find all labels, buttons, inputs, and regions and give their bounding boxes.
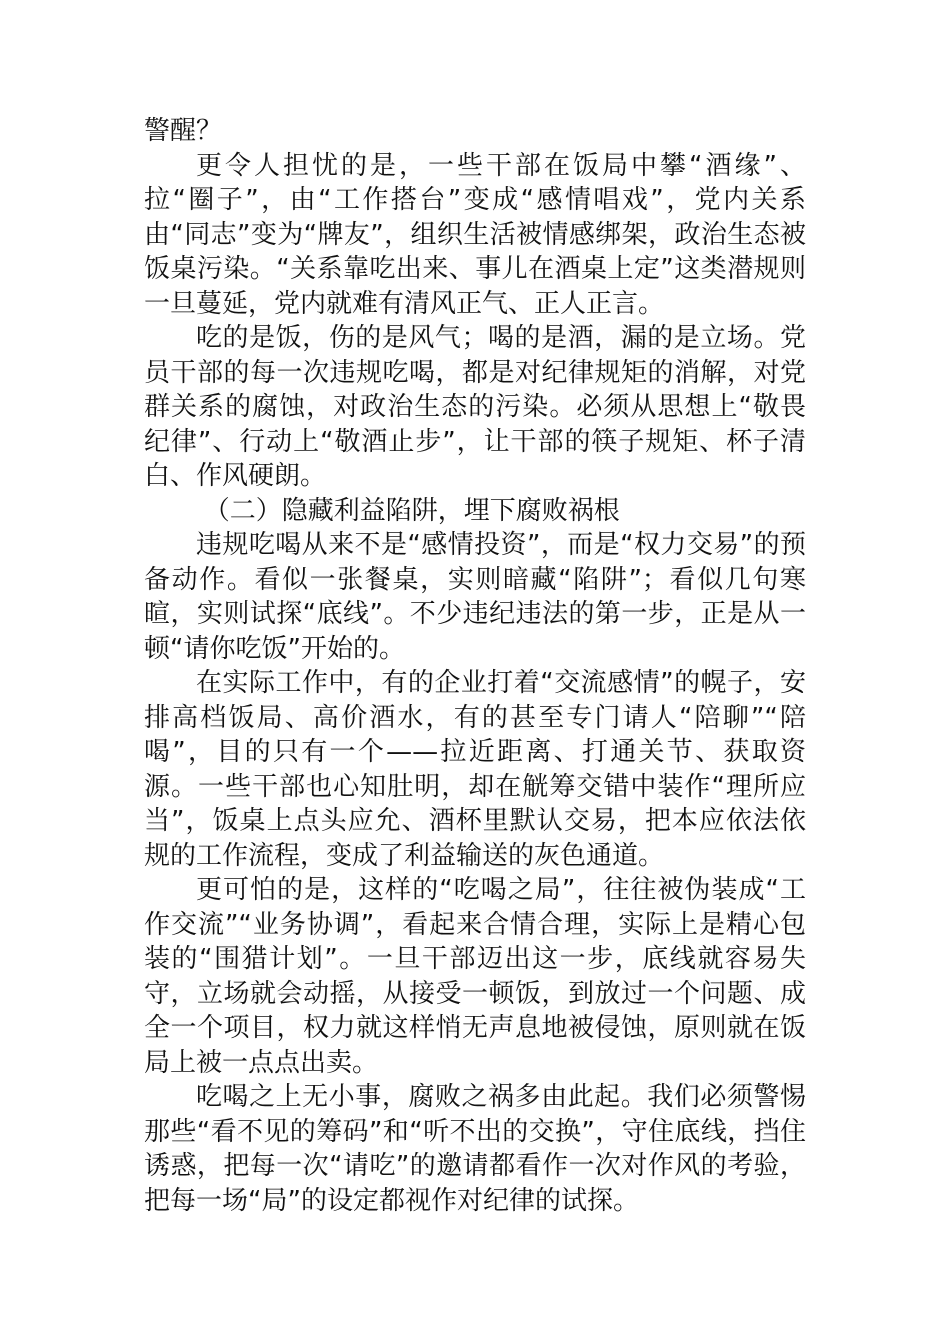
document-page <box>144 114 806 1218</box>
paragraph-practical-work: 在实际工作中，有的企业打着“交流感情”的幌子，安排高档饭局、高价酒水，有的甚至专门请人“陪聊”“陪喝”，目的只有一个——拉近距离、打通关节、获取资源。一些干部也心知肚明，却在觥筹交错中装作“理所应当”，饭桌上点头应允、酒杯里默认交易，把本应依法依规的工作流程，变成了利益输送的灰色通道。 <box>144 668 806 871</box>
paragraph-disguise: 更可怕的是，这样的“吃喝之局”，往往被伪装成“工作交流”“业务协调”，看起来合情合理，实际上是精心包装的“围猎计划”。一旦干部迈出这一步，底线就容易失守，立场就会动摇，从接受一顿饭，到放过一个问题、成全一个项目，权力就这样悄无声息地被侵蚀，原则就在饭局上被一点点出卖。 <box>144 875 806 1078</box>
section-heading: （二）隐藏利益陷阱，埋下腐败祸根 <box>203 495 620 526</box>
paragraph-continuation: 警醒？ <box>144 116 223 146</box>
paragraph-conclusion: 吃喝之上无小事，腐败之祸多由此起。我们必须警惕那些“看不见的筹码”和“听不出的交换”，守住底线，挡住诱惑，把每一次“请吃”的邀请都看作一次对作风的考验，把每一场“局”的设定都视作对纪律的试探。 <box>144 1082 806 1216</box>
paragraph-power-trade: 违规吃喝从来不是“感情投资”，而是“权力交易”的预备动作。看似一张餐桌，实则暗藏“陷阱”；看似几句寒暄，实则试探“底线”。不少违纪违法的第一步，正是从一顿“请你吃饭”开始的。 <box>144 530 806 664</box>
paragraph-eating-drinking: 吃的是饭，伤的是风气；喝的是酒，漏的是立场。党员干部的每一次违规吃喝，都是对纪律规矩的消解，对党群关系的腐蚀，对政治生态的污染。必须从思想上“敬畏纪律”、行动上“敬酒止步”，让干部的筷子规矩、杯子清白、作风硬朗。 <box>144 323 806 491</box>
paragraph-concern: 更令人担忧的是，一些干部在饭局中攀“酒缘”、拉“圈子”，由“工作搭台”变成“感情唱戏”，党内关系由“同志”变为“牌友”，组织生活被情感绑架，政治生态被饭桌污染。“关系靠吃出来、事儿在酒桌上定”这类潜规则一旦蔓延，党内就难有清风正气、正人正言。 <box>144 150 806 319</box>
